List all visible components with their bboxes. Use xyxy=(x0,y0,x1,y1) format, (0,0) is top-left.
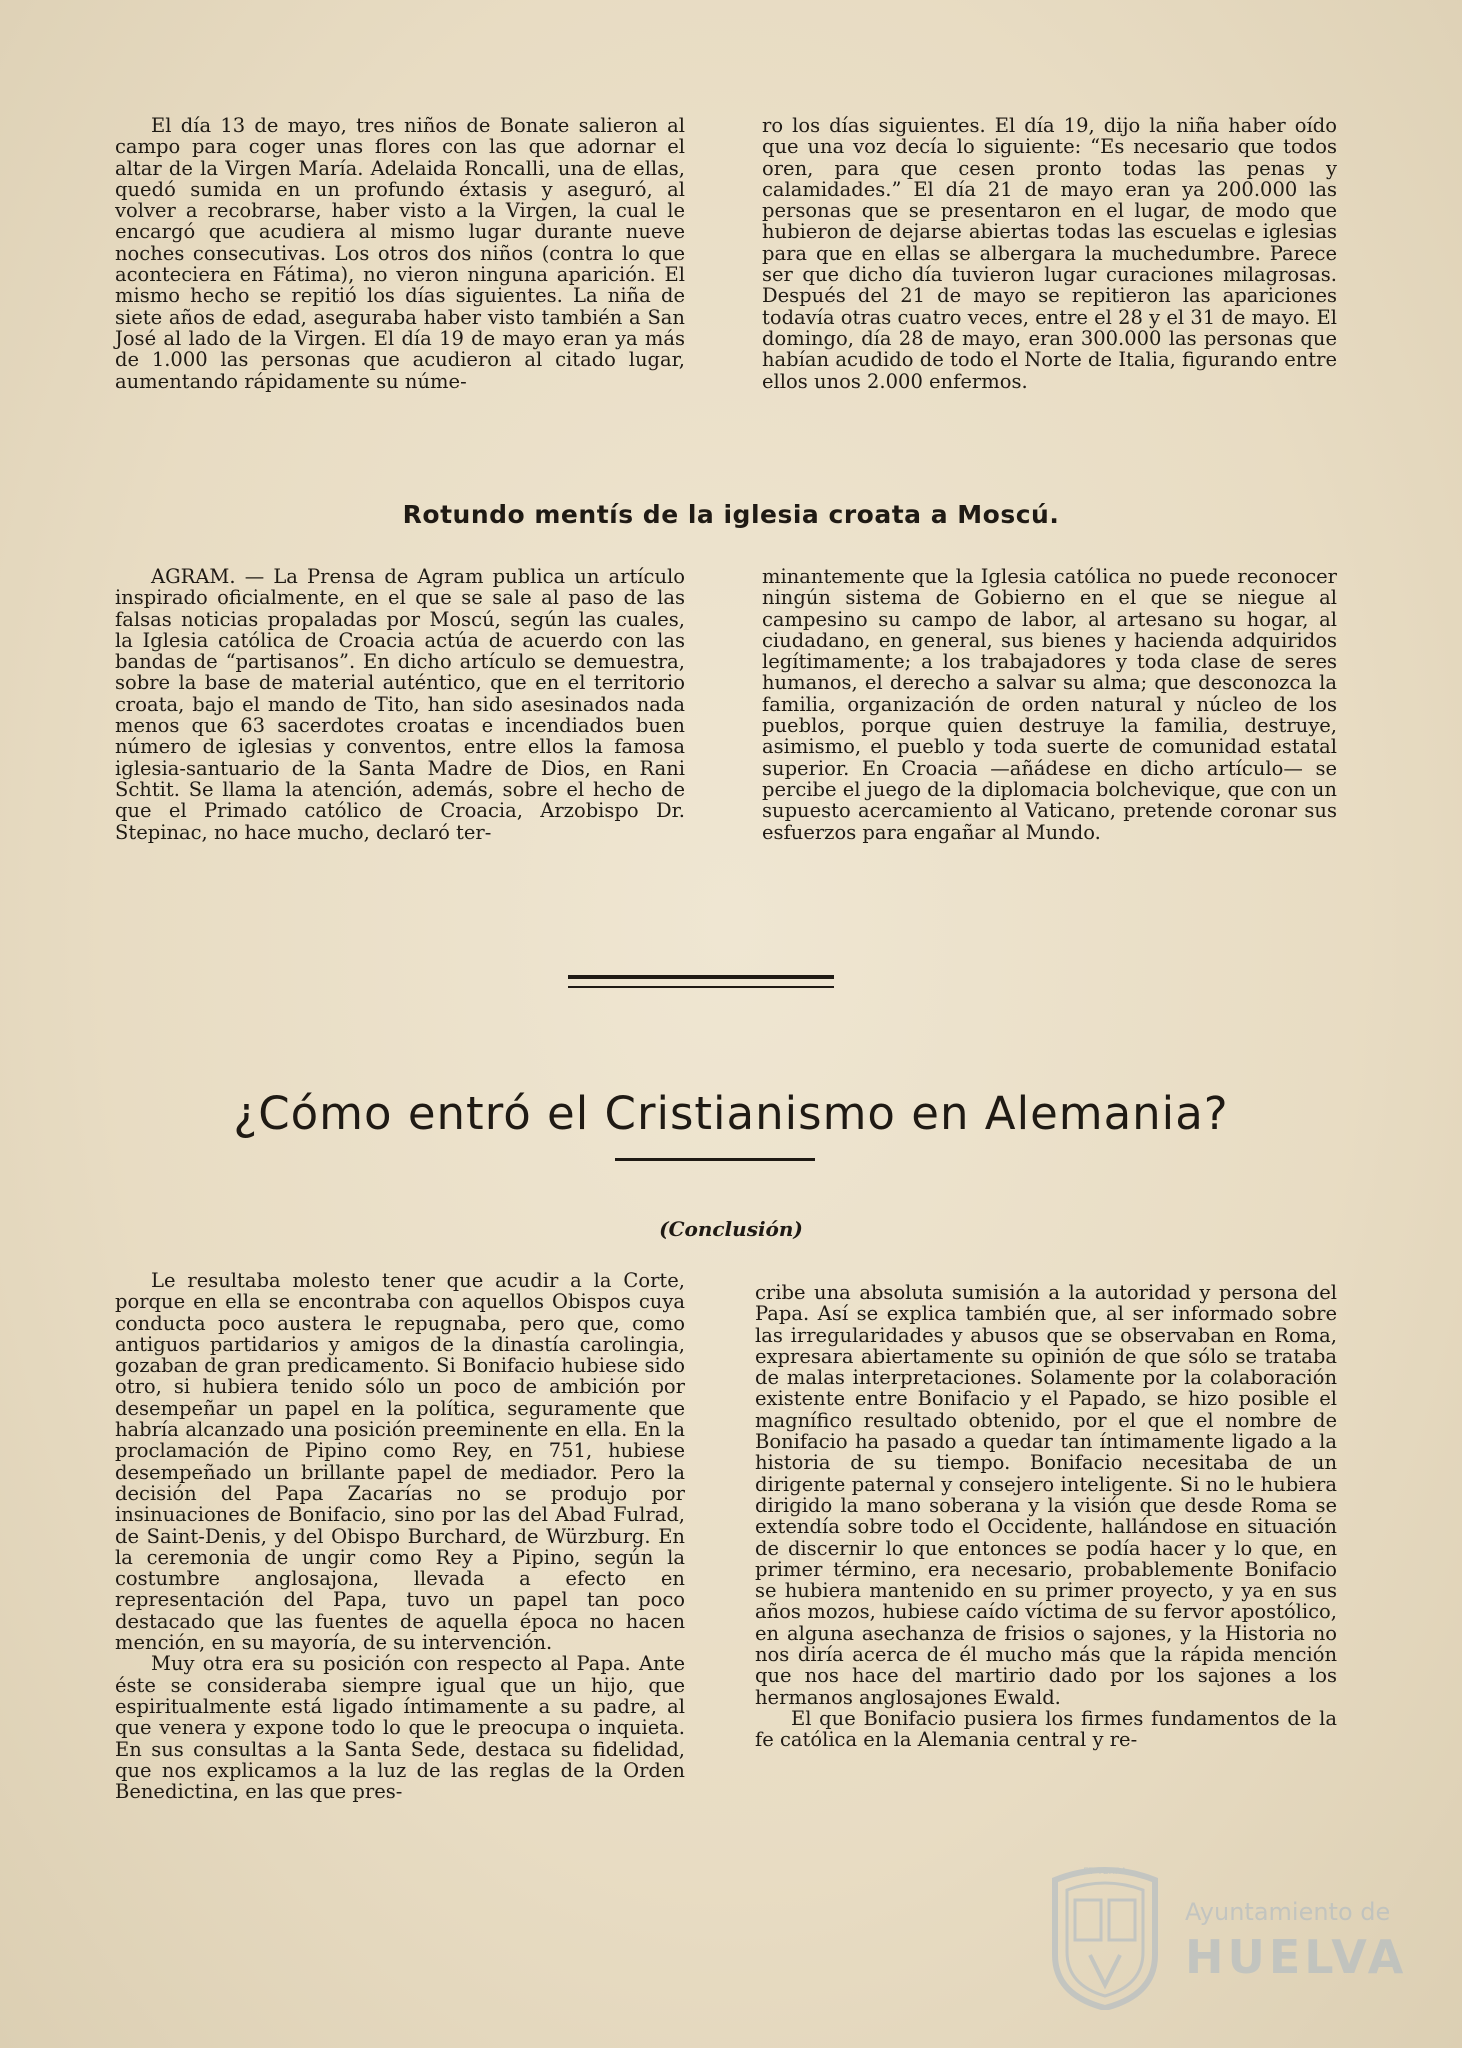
article2-title: Rotundo mentís de la iglesia croata a Moscú. xyxy=(402,500,1060,529)
title-underline xyxy=(615,1158,815,1161)
article3-right-paragraph-1: cribe una absoluta sumisión a la autoridad y persona del Papa. Así se explica también que, al ser informado sobre las irregularidades y abusos que se observaban en Roma, expresara abiertamente su opinión de que sólo se trataba de malas interpretaciones. Solamente por la colaboración existente entre Bonifacio y el Papado, se hizo posible el magnífico resultado obtenido, por el que el nombre de Bonifacio ha pasado a quedar tan íntimamente ligado a la historia de su tiempo. Bonifacio necesitaba de un dirigente paternal y consejero inteligente. Si no le hubiera dirigido la mano soberana y la visión que desde Roma se extendía sobre todo el Occidente, hallándose en situación de discernir lo que entonces se podía hacer y lo que, en primer término, era necesario, probablemente Bonifacio se hubiera mantenido en su primer proyecto, y ya en sus años mozos, hubiese caído víctima de su fervor apostólico, en alguna asechanza de frisios o sajones, y la Historia no nos diría acerca de él mucho más que la rápida mención que nos hace del martirio dado por los sajones a los hermanos anglosajones Ewald. xyxy=(755,1281,1337,1709)
section-divider xyxy=(568,975,834,988)
article1-right-column xyxy=(762,115,1337,392)
huelva-watermark xyxy=(1045,1860,1408,2010)
article3-left-paragraph-1: Le resultaba molesto tener que acudir a la Corte, porque en ella se encontraba con aquellos Obispos cuya conducta poco austera le repugnaba, pero que, como antiguos partidarios y amigos de la dinastía carolingia, gozaban de gran predicamento. Si Bonifacio hubiese sido otro, si hubiera tenido sólo un poco de ambición por desempeñar un papel en la política, seguramente que habría alcanzado una posición preeminente en ella. En la proclamación de Pipino como Rey, en 751, hubiese desempeñado un brillante papel de mediador. Pero la decisión del Papa Zacarías no se produjo por insinuaciones de Bonifacio, sino por las del Abad Fulrad, de Saint-Denis, y del Obispo Burchard, de Würzburg. En la ceremonia de ungir como Rey a Pipino, según la costumbre anglosajona, llevada a efecto en representación del Papa, tuvo un papel tan poco destacado que las fuentes de aquella época no hacen mención, en su mayoría, de su intervención. xyxy=(115,1269,685,1655)
article3-right-paragraph-2: El que Bonifacio pusiera los firmes fundamentos de la fe católica en la Alemania central y re- xyxy=(755,1706,1337,1752)
city-seal-icon xyxy=(1045,1860,1165,2010)
article3-title: ¿Cómo entró el Cristianismo en Alemania? xyxy=(233,1087,1229,1140)
watermark-line-1: Ayuntamiento de xyxy=(1185,1898,1391,1926)
article2-right-column xyxy=(762,566,1337,843)
article1-right-text: ro los días siguientes. El día 19, dijo la niña haber oído que una voz decía lo siguiente: “Es necesario que todos oren, para que cesen pronto todas las penas y calamidades.” El día 21 de mayo eran ya 200.000 las personas que se presentaron en el lugar, de modo que hubieron de dejarse abiertas todas las escuelas e iglesias para que en ellas se albergara la muchedumbre. Parece ser que dicho día tuvieron lugar curaciones milagrosas. Después del 21 de mayo se repitieron las apariciones todavía otras cuatro veces, entre el 28 y el 31 de mayo. El domingo, día 28 de mayo, eran 300.000 las personas que habían acudido de todo el Norte de Italia, figurando entre ellos unos 2.000 enfermos. xyxy=(762,114,1337,393)
article2-left-text: AGRAM. — La Prensa de Agram publica un artículo inspirado oficialmente, en el que se sale al paso de las falsas noticias propaladas por Moscú, según las cuales, la Iglesia católica de Croacia actúa de acuerdo con las bandas de “partisanos”. En dicho artículo se demuestra, sobre la base de material auténtico, que en el territorio croata, bajo el mando de Tito, han sido asesinados nada menos que 63 sacerdotes croatas e incendiados buen número de iglesias y conventos, entre ellos la famosa iglesia-santuario de la Santa Madre de Dios, en Rani Schtit. Se llama la atención, además, sobre el hecho de que el Primado católico de Croacia, Arzobispo Dr. Stepinac, no hace mucho, declaró ter- xyxy=(115,565,685,844)
article1-left-column xyxy=(115,115,685,392)
watermark-line-2: HUELVA xyxy=(1185,1930,1408,1984)
article1-left-text: El día 13 de mayo, tres niños de Bonate salieron al campo para coger unas flores con las que adornar el altar de la Virgen María. Adelaida Roncalli, una de ellas, quedó sumida en un profundo éxtasis y aseguró, al volver a recobrarse, haber visto a la Virgen, la cual le encargó que acudiera al mismo lugar durante nueve noches consecutivas. Los otros dos niños (contra lo que aconteciera en Fátima), no vieron ninguna aparición. El mismo hecho se repitió los días siguientes. La niña de siete años de edad, aseguraba haber visto también a San José al lado de la Virgen. El día 19 de mayo eran ya más de 1.000 las personas que acudieron al citado lugar, aumentando rápidamente su núme- xyxy=(115,114,685,393)
seal-text: ET TERRA xyxy=(1083,1867,1127,1877)
article3-right-column xyxy=(755,1282,1337,1751)
article2-right-text: minantemente que la Iglesia católica no puede reconocer ningún sistema de Gobierno en el que se niegue al campesino su campo de labor, al artesano su hogar, al ciudadano, en general, sus bienes y hacienda adquiridos legítimamente; a los trabajadores y toda clase de seres humanos, el derecho a salvar su alma; que desconozca la familia, organización de orden natural y núcleo de los pueblos, porque quien destruye la familia, destruye, asimismo, el pueblo y toda suerte de comunidad estatal superior. En Croacia —añádese en dicho artículo— se percibe el juego de la diplomacia bolchevique, que con un supuesto acercamiento al Vaticano, pretende coronar sus esfuerzos para engañar al Mundo. xyxy=(762,565,1337,844)
article3-subtitle: (Conclusión) xyxy=(659,1217,803,1241)
article3-left-paragraph-2: Muy otra era su posición con respecto al Papa. Ante éste se consideraba siempre igual que un hijo, que espiritualmente está ligado íntimamente a su padre, al que venera y expone todo lo que le preocupa o inquieta. En sus consultas a la Santa Sede, destaca su fidelidad, que nos explicamos a la luz de las reglas de la Orden Benedictina, en las que pres- xyxy=(115,1652,685,1804)
article3-left-column xyxy=(115,1270,685,1802)
article2-left-column xyxy=(115,566,685,843)
